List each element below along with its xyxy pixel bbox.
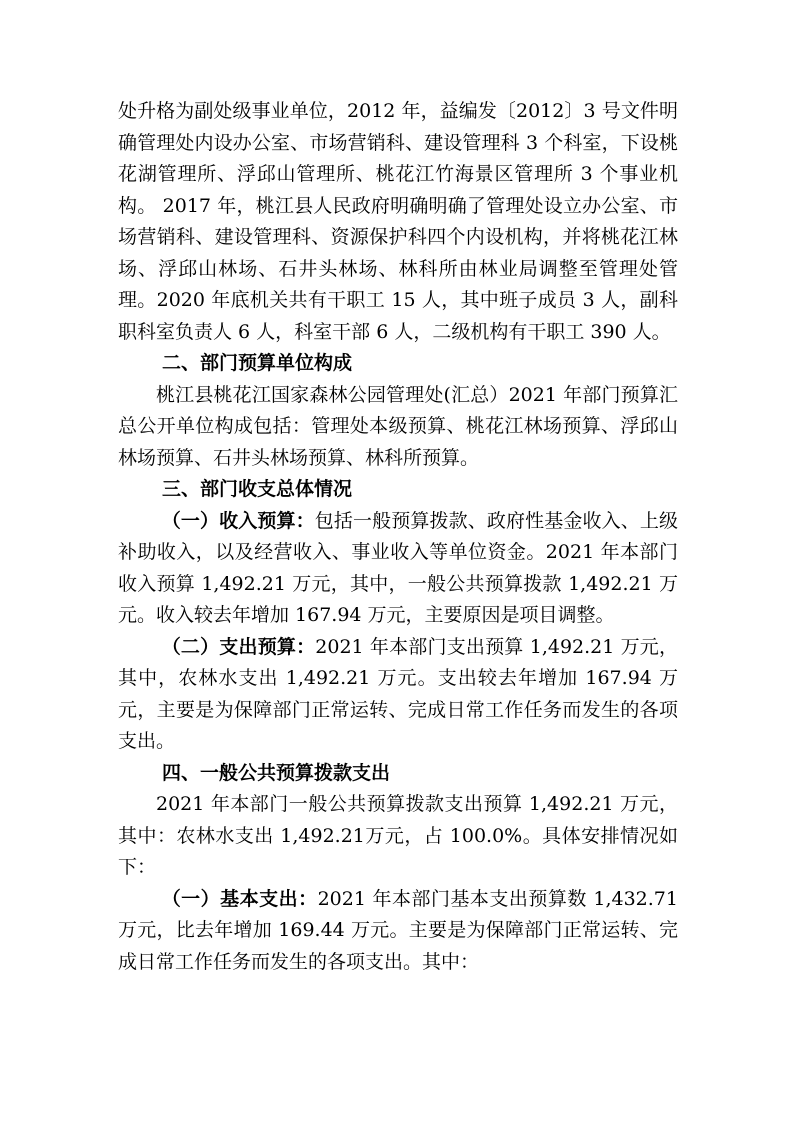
income-budget-text: 包括一般预算拨款、政府性基金收入、上级补助收入，以及经营收入、事业收入等单位资金。2021 年本部门收入预算 1,492.21 万元，其中，一般公共预算拨款 1,492.21 万元。收入较去年增加 167.94 万元，主要原因是项目调整。 — [118, 509, 678, 626]
paragraph-basic-expenditure — [118, 884, 678, 979]
heading-general-public-budget: 四、一般公共预算拨款支出 — [162, 761, 391, 784]
income-budget-label: （一）收入预算： — [161, 509, 315, 532]
paragraph-institution-history: 处升格为副处级事业单位，2012 年，益编发〔2012〕3 号文件明确管理处内设办公室、市场营销科、建设管理科 3 个科室，下设桃花湖管理所、浮邱山管理所、桃花江竹海景区管理所 3 个事业机构。 2017 年，桃江县人民政府明确明确了管理处设立办公室、市场营销科、建设管理科、资源保护科四个内设机构，并将桃花江林场、浮邱山林场、石井头林场、林科所由林业局调整至管理处管理。2020 年底机关共有干职工 15 人，其中班子成员 3 人，副科职科室负责人 6 人，科室干部 6 人，二级机构有干职工 390 人。 — [118, 100, 678, 343]
expenditure-budget-text: 2021 年本部门支出预算 1,492.21 万元，其中，农林水支出 1,492.21 万元。支出较去年增加 167.94 万元，主要是为保障部门正常运转、完成日常工作任务而发生的各项支出。 — [118, 635, 678, 752]
document-page — [118, 96, 678, 978]
paragraph-general-public-budget: 2021 年本部门一般公共预算拨款支出预算 1,492.21 万元，其中：农林水支出 1,492.21万元，占 100.0%。具体安排情况如下： — [118, 793, 678, 878]
heading-income-expenditure: 三、部门收支总体情况 — [162, 478, 353, 500]
paragraph-budget-units: 桃江县桃花江国家森林公园管理处(汇总）2021 年部门预算汇总公开单位构成包括：管理处本级预算、桃花江林场预算、浮邱山林场预算、石井头林场预算、林科所预算。 — [118, 383, 678, 469]
paragraph-income-budget — [118, 506, 678, 632]
paragraph-expenditure-budget — [118, 632, 678, 758]
basic-expenditure-label: （一）基本支出： — [161, 887, 318, 910]
basic-expenditure-text: 2021 年本部门基本支出预算数 1,432.71 万元，比去年增加 169.44 万元。主要是为保障部门正常运转、完成日常工作任务而发生的各项支出。其中： — [118, 887, 678, 973]
heading-budget-units: 二、部门预算单位构成 — [162, 352, 353, 374]
expenditure-budget-label: （二）支出预算： — [161, 635, 316, 658]
